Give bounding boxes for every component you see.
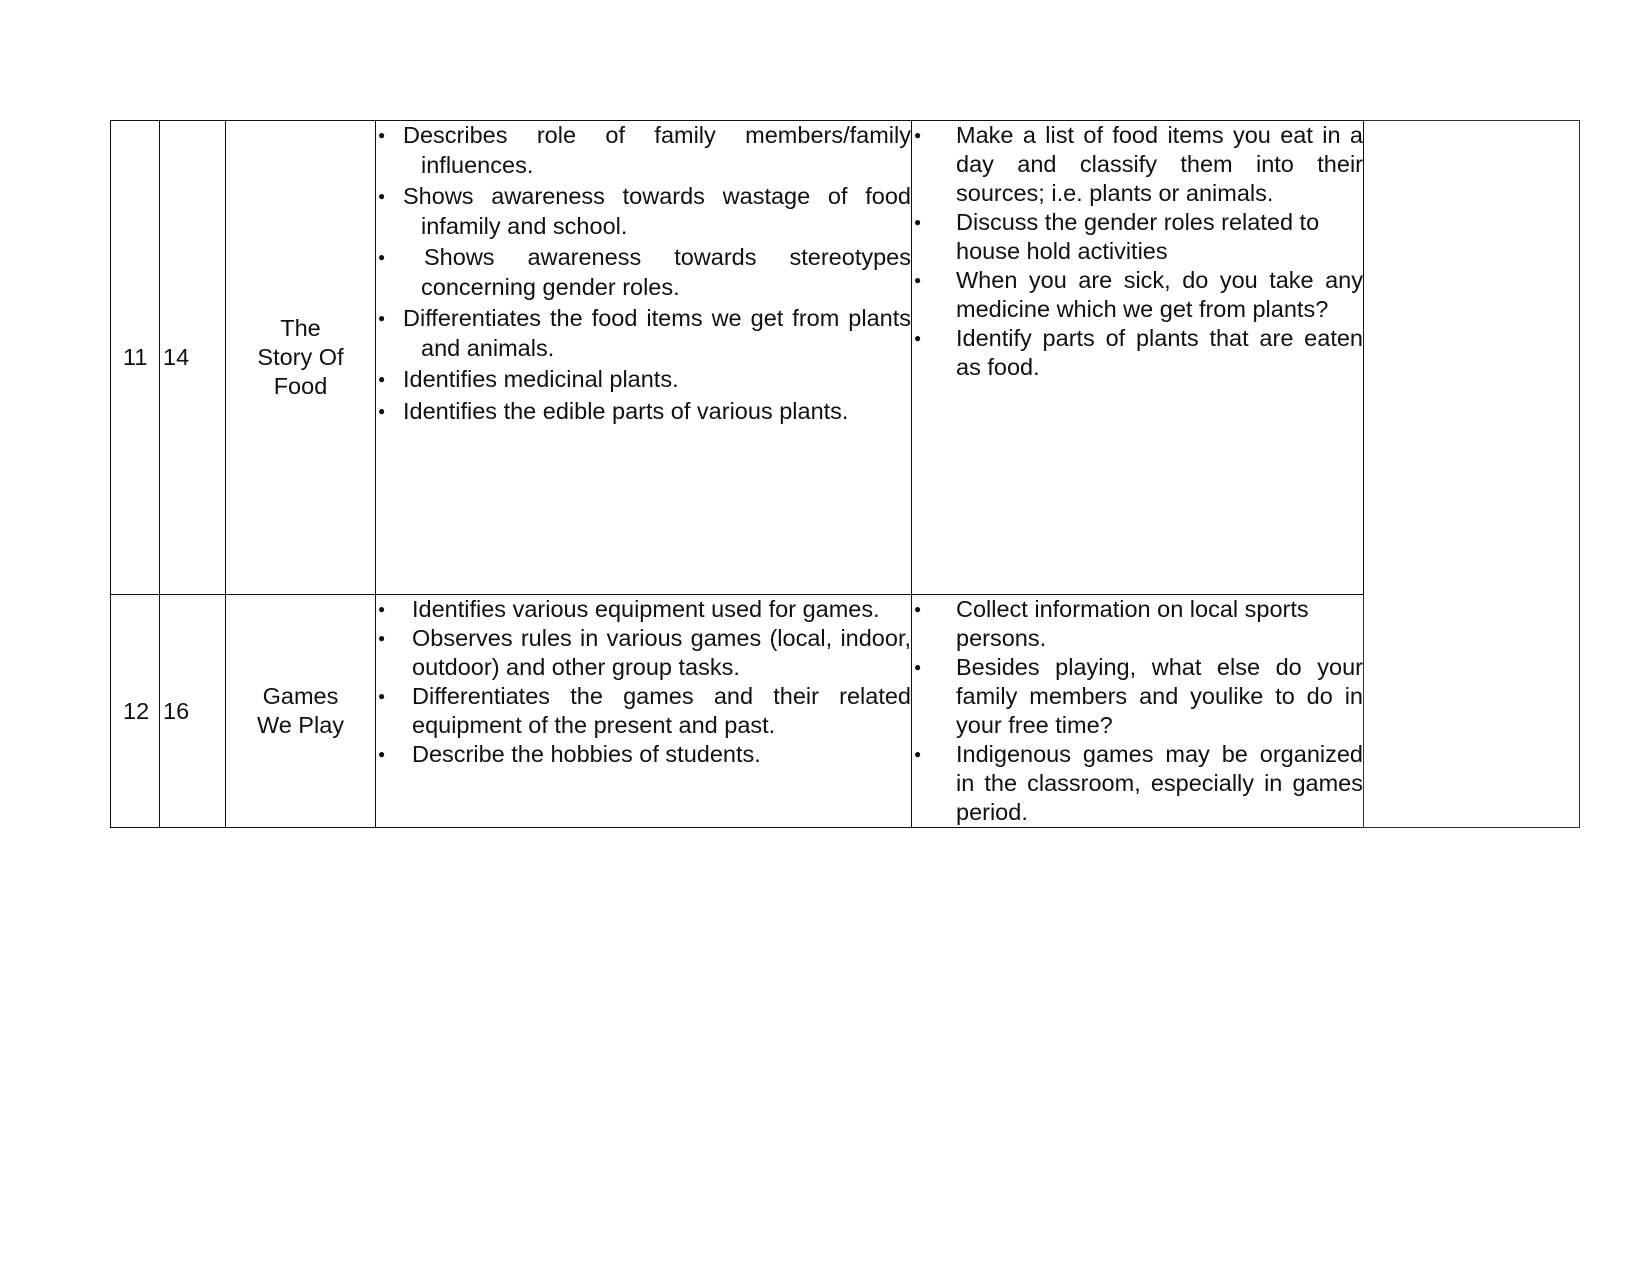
chapter-number: 14 — [160, 121, 226, 595]
outcomes-list — [376, 595, 911, 769]
outcomes-list — [376, 121, 911, 426]
outcome-item: ● Differentiates the food items we get from plants and animals. — [376, 304, 911, 363]
activity-item: ● Identify parts of plants that are eaten as food. — [912, 324, 1363, 382]
table-row — [111, 595, 1580, 828]
outcome-item: ● Shows awareness towards stereotypes concerning gender roles. — [376, 243, 911, 302]
activities-list — [912, 595, 1363, 827]
outcome-item: ● Identifies the edible parts of various plants. — [376, 397, 911, 427]
row-number: 12 — [111, 595, 160, 828]
outcome-item: ● Identifies various equipment used for games. — [376, 595, 911, 624]
chapter-title — [226, 595, 376, 828]
learning-outcomes-cell — [376, 121, 912, 595]
curriculum-table — [110, 120, 1580, 828]
activity-item: ● Besides playing, what else do your family members and youlike to do in your free time? — [912, 653, 1363, 740]
activity-item: ● Discuss the gender roles related to house hold activities — [912, 208, 1363, 266]
activity-item: ● Collect information on local sports persons. — [912, 595, 1363, 653]
empty-column — [1364, 121, 1580, 828]
title-line: The — [280, 315, 321, 341]
activity-item: ● When you are sick, do you take any medicine which we get from plants? — [912, 266, 1363, 324]
row-number: 11 — [111, 121, 160, 595]
outcome-item: ● Observes rules in various games (local, indoor, outdoor) and other group tasks. — [376, 624, 911, 682]
table-row — [111, 121, 1580, 595]
learning-outcomes-cell — [376, 595, 912, 828]
outcome-item: ● Describe the hobbies of students. — [376, 740, 911, 769]
activities-cell — [912, 595, 1364, 828]
outcome-item: ● Identifies medicinal plants. — [376, 365, 911, 395]
title-line: Food — [273, 373, 328, 399]
activity-item: ● Indigenous games may be organized in the classroom, especially in games period. — [912, 740, 1363, 827]
title-line: We Play — [256, 712, 345, 738]
outcome-item: ● Shows awareness towards wastage of food infamily and school. — [376, 182, 911, 241]
chapter-title — [226, 121, 376, 595]
outcome-item: ● Describes role of family members/family influences. — [376, 121, 911, 180]
chapter-number: 16 — [160, 595, 226, 828]
title-line: Story Of — [257, 344, 344, 370]
activities-cell — [912, 121, 1364, 595]
activities-list — [912, 121, 1363, 382]
activity-item: ● Make a list of food items you eat in a day and classify them into their sources; i.e. plants or animals. — [912, 121, 1363, 208]
outcome-item: ● Differentiates the games and their related equipment of the present and past. — [376, 682, 911, 740]
title-line: Games — [262, 683, 339, 709]
